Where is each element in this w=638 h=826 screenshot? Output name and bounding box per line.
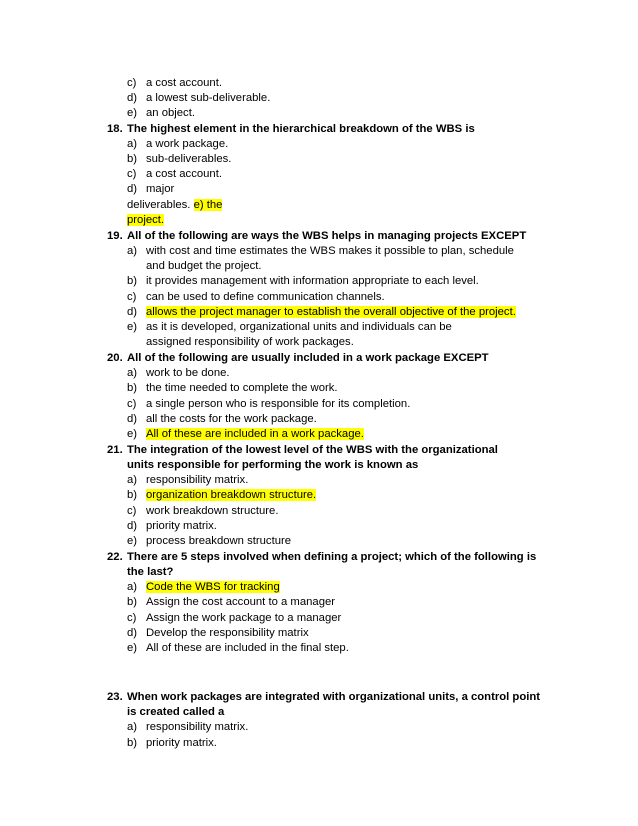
option-text: priority matrix. <box>146 737 217 749</box>
option-letter: d) <box>127 627 138 639</box>
option-text: a lowest sub-deliverable. <box>146 92 271 104</box>
question-number: 21. <box>107 444 123 456</box>
question-text-continued: units responsible for performing the work is known as <box>127 459 419 471</box>
option-letter: d) <box>127 183 138 195</box>
question-text: There are 5 steps involved when defining a project; which of the following is <box>127 551 537 563</box>
option-letter: d) <box>127 92 138 104</box>
option-text: with cost and time estimates the WBS makes it possible to plan, schedule <box>146 245 514 257</box>
option-text: process breakdown structure <box>146 535 292 547</box>
option-text: sub-deliverables. <box>146 153 232 165</box>
option-text-continued <box>127 198 222 213</box>
option-text: deliverables. <box>127 199 194 211</box>
question-number: 22. <box>107 551 123 563</box>
highlighted-answer: All of these are included in a work package. <box>146 428 364 440</box>
option-text: priority matrix. <box>146 520 217 532</box>
option-letter: a) <box>127 474 138 486</box>
option-text: responsibility matrix. <box>146 721 249 733</box>
option-text: a work package. <box>146 138 229 150</box>
option-text: can be used to define communication channels. <box>146 291 385 303</box>
option-letter: a) <box>127 367 138 379</box>
option-letter: a) <box>127 138 138 150</box>
option-text-continued: and budget the project. <box>146 260 262 272</box>
question-number: 20. <box>107 352 123 364</box>
option-text: All of these are included in the final step. <box>146 642 349 654</box>
highlighted-answer: Code the WBS for tracking <box>146 581 280 593</box>
option-letter: d) <box>127 306 138 318</box>
highlighted-answer: organization breakdown structure. <box>146 489 317 501</box>
option-text <box>146 427 364 442</box>
option-text: responsibility matrix. <box>146 474 249 486</box>
option-letter: e) <box>127 321 138 333</box>
option-text: Assign the work package to a manager <box>146 612 342 624</box>
option-text: an object. <box>146 107 195 119</box>
option-text: work to be done. <box>146 367 230 379</box>
option-letter: e) <box>127 535 138 547</box>
option-letter: b) <box>127 489 138 501</box>
option-letter: a) <box>127 245 138 257</box>
option-letter: e) <box>127 107 138 119</box>
question-text-continued: the last? <box>127 566 174 578</box>
option-letter: c) <box>127 505 137 517</box>
option-letter: a) <box>127 721 138 733</box>
option-letter: b) <box>127 382 138 394</box>
question-number: 18. <box>107 123 123 135</box>
option-text <box>146 305 516 320</box>
highlighted-answer: allows the project manager to establish the overall objective of the project. <box>146 306 516 318</box>
question-text-continued: is created called a <box>127 706 225 718</box>
option-text-continued <box>127 213 164 228</box>
option-text-continued: assigned responsibility of work packages. <box>146 336 354 348</box>
option-text: a cost account. <box>146 77 222 89</box>
option-text: the time needed to complete the work. <box>146 382 338 394</box>
question-text: All of the following are ways the WBS helps in managing projects EXCEPT <box>127 230 527 242</box>
option-letter: d) <box>127 520 138 532</box>
option-letter: b) <box>127 737 138 749</box>
option-text: it provides management with information appropriate to each level. <box>146 275 479 287</box>
option-letter: c) <box>127 291 137 303</box>
option-letter: c) <box>127 612 137 624</box>
option-letter: c) <box>127 77 137 89</box>
question-text: When work packages are integrated with organizational units, a control point <box>127 691 541 703</box>
highlighted-answer: e) the <box>193 199 223 211</box>
highlighted-answer: project. <box>127 214 165 226</box>
option-text: a single person who is responsible for its completion. <box>146 398 411 410</box>
option-text: all the costs for the work package. <box>146 413 317 425</box>
question-text: The highest element in the hierarchical breakdown of the WBS is <box>127 123 475 135</box>
option-letter: d) <box>127 413 138 425</box>
option-letter: e) <box>127 642 138 654</box>
option-text <box>146 488 316 503</box>
option-text: Assign the cost account to a manager <box>146 596 336 608</box>
option-letter: b) <box>127 275 138 287</box>
option-letter: b) <box>127 596 138 608</box>
option-text: Develop the responsibility matrix <box>146 627 309 639</box>
option-letter: b) <box>127 153 138 165</box>
option-letter: a) <box>127 581 138 593</box>
option-letter: c) <box>127 398 137 410</box>
question-number: 23. <box>107 691 123 703</box>
question-text: All of the following are usually included in a work package EXCEPT <box>127 352 489 364</box>
option-text <box>146 580 280 595</box>
option-text: a cost account. <box>146 168 222 180</box>
option-letter: e) <box>127 428 138 440</box>
option-text: work breakdown structure. <box>146 505 279 517</box>
option-letter: c) <box>127 168 137 180</box>
question-text: The integration of the lowest level of the WBS with the organizational <box>127 444 498 456</box>
option-text: as it is developed, organizational units and individuals can be <box>146 321 452 333</box>
question-number: 19. <box>107 230 123 242</box>
option-text: major <box>146 183 175 195</box>
